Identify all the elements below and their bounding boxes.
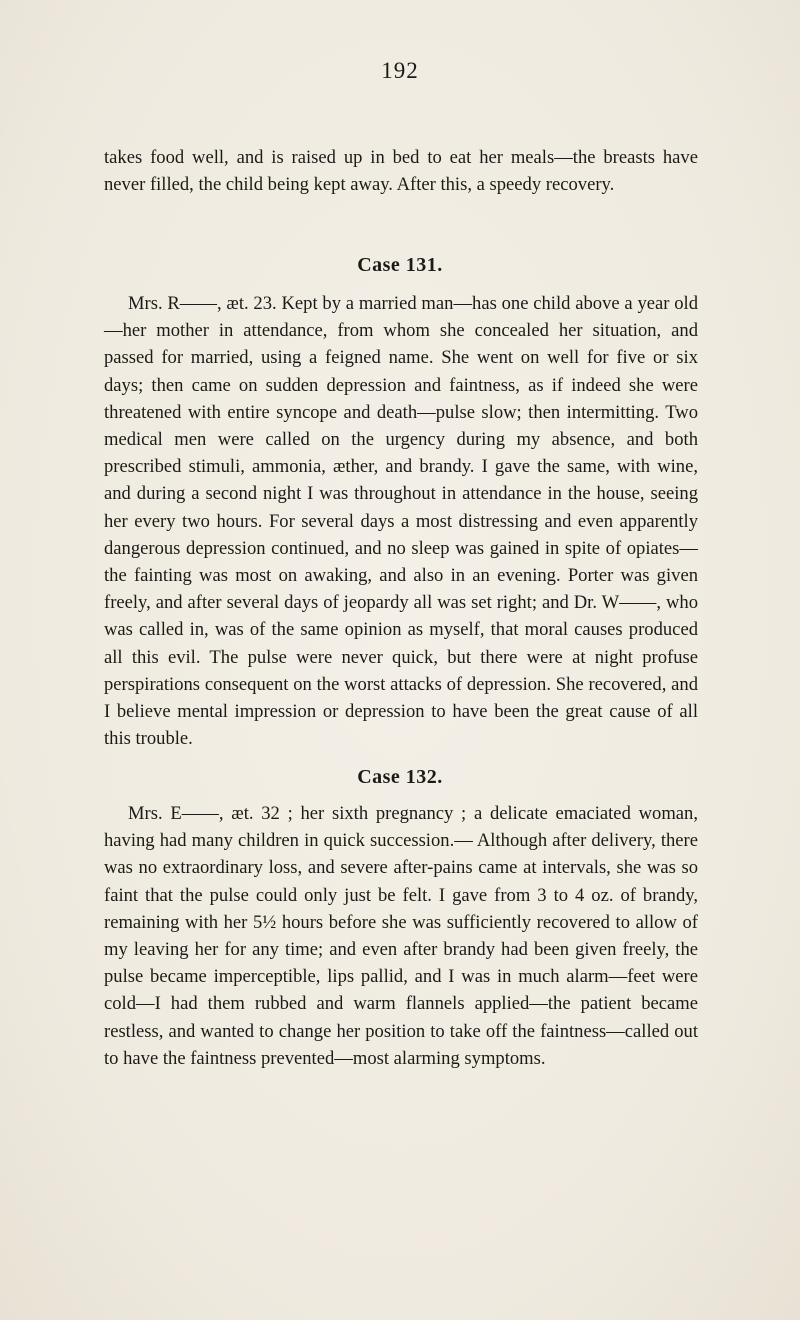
- case-132-body: Mrs. E——, æt. 32 ; her sixth pregnancy ; a delicate emaciated woman, having had many children in quick succession.— Although after delivery, there was no extraordinary loss, and severe after-pains came at intervals, she was so faint that the pulse could only just be felt. I gave from 3 to 4 oz. of brandy, remaining with her 5½ hours before she was sufficiently recovered to allow of my leaving her for any time; and even after brandy had been given freely, the pulse became imperceptible, lips pallid, and I was in much alarm—feet were cold—I had them rubbed and warm flannels applied—the patient became restless, and wanted to change her position to take off the faintness—called out to have the faintness prevented—most alarming symptoms.: [104, 803, 698, 1069]
- case-131-heading: Case 131.: [357, 254, 443, 276]
- case-132-heading: Case 132.: [357, 766, 443, 788]
- paragraph-continuation: takes food well, and is raised up in bed to eat her meals—the breasts have never filled, the child being kept away. After this, a speedy recovery.: [104, 147, 698, 196]
- case-131-body: Mrs. R——, æt. 23. Kept by a married man—has one child above a year old—her mother in attendance, from whom she concealed her situation, and passed for married, using a feigned name. She went on well for five or six days; then came on sudden depression and faintness, as if indeed she were threatened with entire syncope and death—pulse slow; then intermitting. Two medical men were called on the urgency during my absence, and both prescribed stimuli, ammonia, æther, and brandy. I gave the same, with wine, and during a second night I was throughout in attendance in the house, seeing her every two hours. For several days a most distressing and even apparently dangerous depression continued, and no sleep was gained in spite of opiates—the fainting was most on awaking, and also in an evening. Porter was given freely, and after several days of jeopardy all was set right; and Dr. W——, who was called in, was of the same opinion as myself, that moral causes produced all this evil. The pulse were never quick, but there were at night profuse perspirations consequent on the worst attacks of depression. She recovered, and I believe mental impression or depression to have been the great cause of all this trouble.: [104, 293, 698, 750]
- page-number: 192: [381, 58, 419, 83]
